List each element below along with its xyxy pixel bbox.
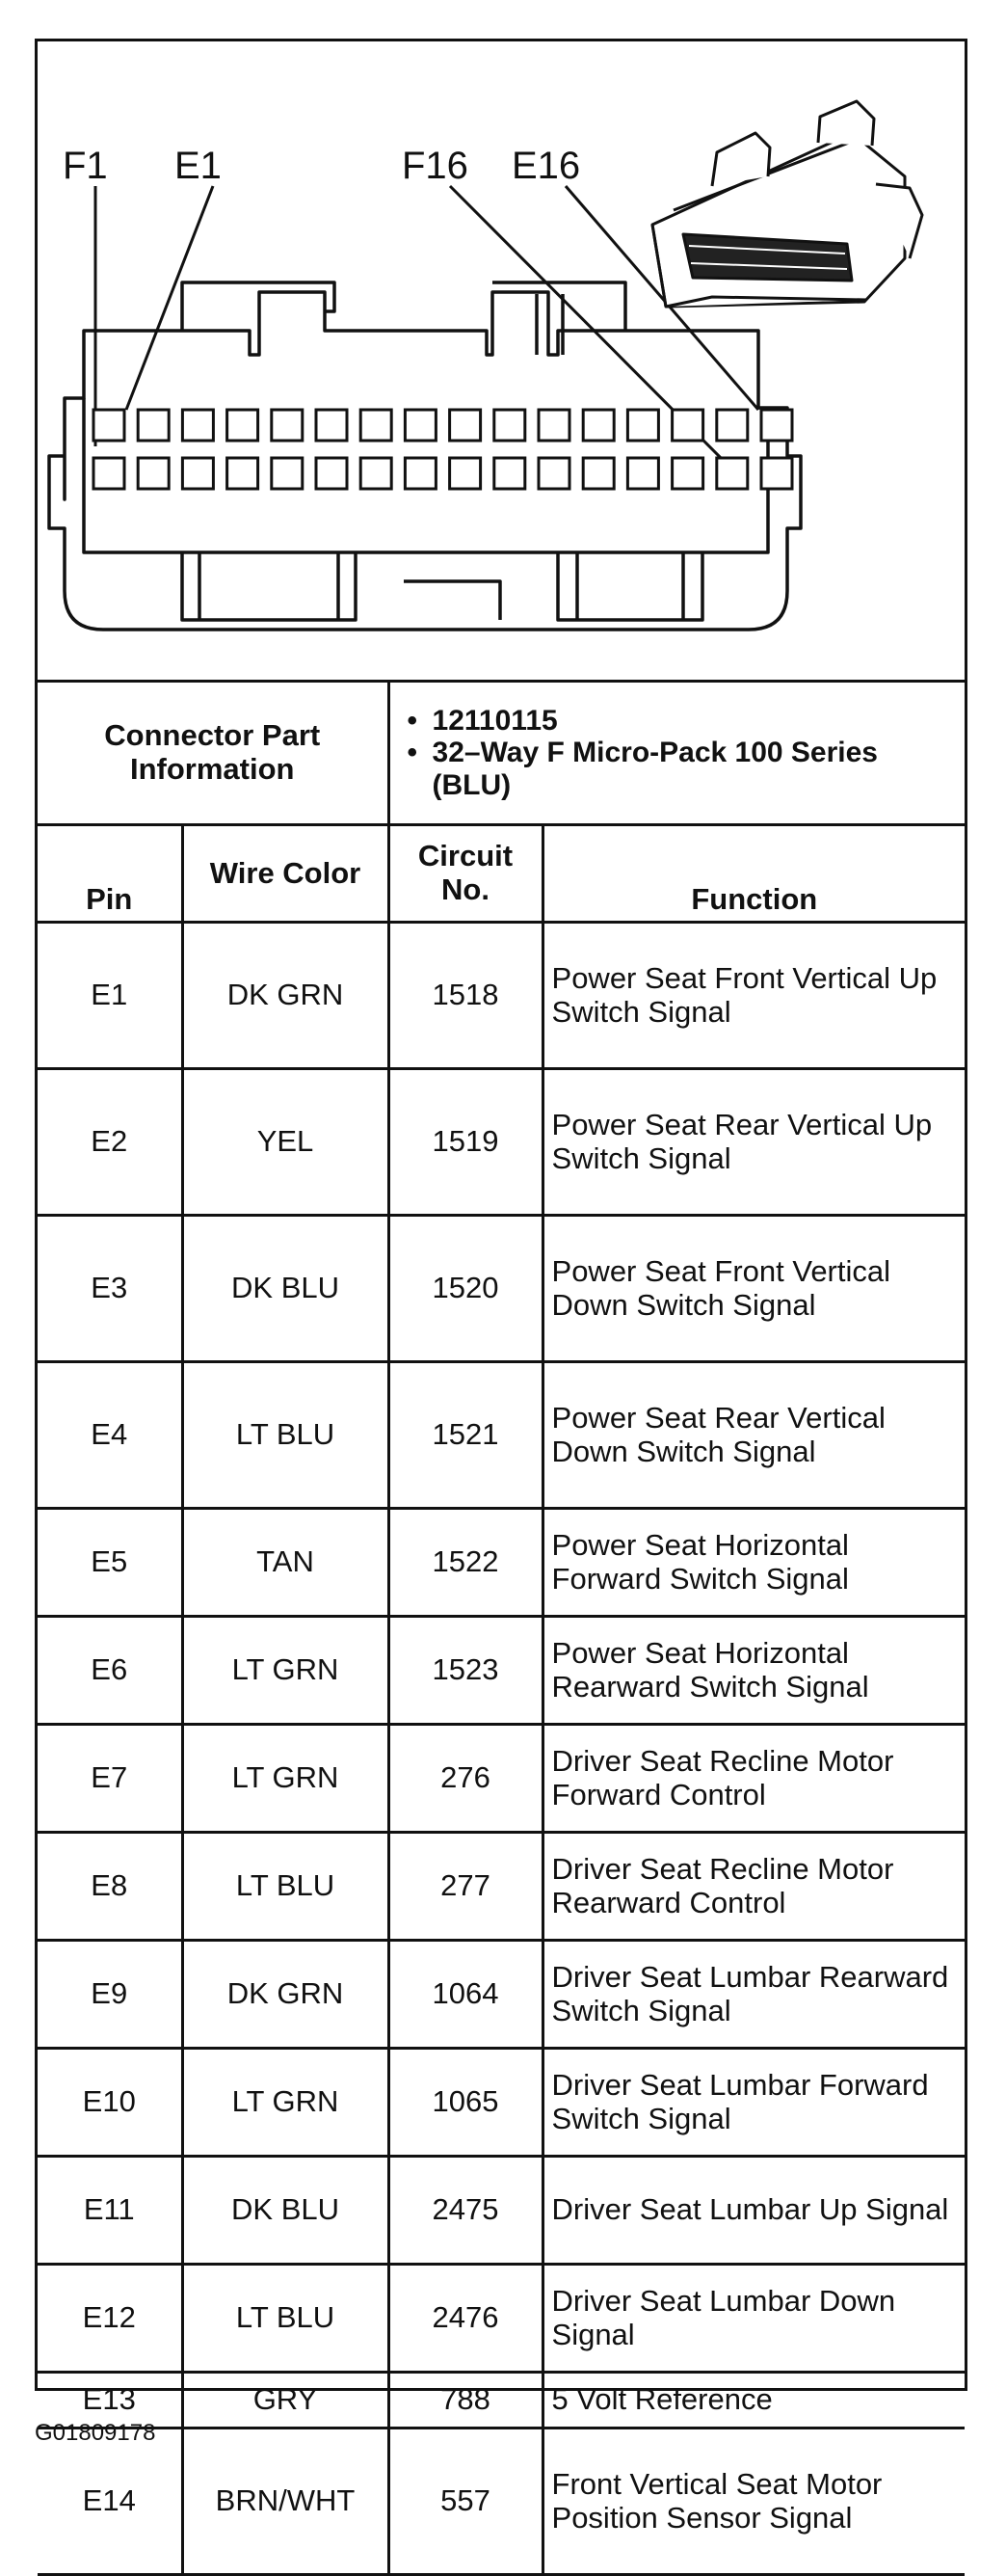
table-row (38, 2373, 965, 2428)
circuit-cell: 557 (388, 2428, 543, 2575)
header-circuit-no: Circuit No. (388, 825, 543, 923)
cavity-f (93, 458, 124, 489)
wire-color-cell: DK GRN (182, 923, 388, 1069)
header-function: Function (543, 825, 965, 923)
cavity-f (539, 458, 569, 489)
circuit-cell: 1065 (388, 2049, 543, 2157)
pin-cell: E2 (38, 1069, 182, 1216)
cavity-f (405, 458, 436, 489)
circuit-cell: 1519 (388, 1069, 543, 1216)
function-cell: Driver Seat Lumbar Forward Switch Signal (543, 2049, 965, 2157)
circuit-cell: 1523 (388, 1617, 543, 1725)
table-row (38, 1069, 965, 1216)
header-wire-color: Wire Color (182, 825, 388, 923)
table-row (38, 2265, 965, 2373)
table-row (38, 1509, 965, 1617)
circuit-cell: 1518 (388, 923, 543, 1069)
pin-cell: E8 (38, 1833, 182, 1941)
function-cell: Power Seat Front Vertical Up Switch Signal (543, 923, 965, 1069)
wire-color-cell: LT BLU (182, 2265, 388, 2373)
leader-e1 (126, 186, 213, 410)
wire-color-cell: DK GRN (182, 1941, 388, 2049)
function-cell: Driver Seat Lumbar Down Signal (543, 2265, 965, 2373)
function-cell: Driver Seat Lumbar Rearward Switch Signal (543, 1941, 965, 2049)
cavity-f (450, 458, 481, 489)
wire-color-cell: DK BLU (182, 1216, 388, 1362)
table-row (38, 1362, 965, 1509)
label-e1: E1 (174, 145, 222, 187)
function-cell: Power Seat Horizontal Forward Switch Signal (543, 1509, 965, 1617)
cavity-f (673, 458, 703, 489)
cavity-e (717, 410, 748, 441)
cavity-e (272, 410, 303, 441)
part-number: • 12110115 (398, 705, 958, 738)
wire-color-cell: GRY (182, 2373, 388, 2428)
pin-cell: E6 (38, 1617, 182, 1725)
pin-cell: E4 (38, 1362, 182, 1509)
table-row (38, 923, 965, 1069)
table-row (38, 2049, 965, 2157)
pin-cell: E7 (38, 1725, 182, 1833)
circuit-cell: 1521 (388, 1362, 543, 1509)
table-row (38, 1833, 965, 1941)
table-row (38, 1617, 965, 1725)
circuit-cell: 277 (388, 1833, 543, 1941)
cavity-f (717, 458, 748, 489)
cavity-e (93, 410, 124, 441)
circuit-cell: 1520 (388, 1216, 543, 1362)
table-row (38, 1725, 965, 1833)
connector-drawing (38, 41, 965, 680)
function-cell: Front Vertical Seat Motor Position Sensor Signal (543, 2428, 965, 2575)
cavity-e (627, 410, 658, 441)
wire-color-cell: YEL (182, 1069, 388, 1216)
cavity-f (494, 458, 525, 489)
pin-cell: E10 (38, 2049, 182, 2157)
connector-info-title: Connector Part Information (38, 683, 388, 825)
cavity-f (761, 458, 792, 489)
pinout-table (38, 683, 965, 2576)
wire-color-cell: LT GRN (182, 2049, 388, 2157)
cavity-f (627, 458, 658, 489)
cavity-e (182, 410, 213, 441)
cavity-e (539, 410, 569, 441)
cavity-f (272, 458, 303, 489)
circuit-cell: 2476 (388, 2265, 543, 2373)
function-cell: 5 Volt Reference (543, 2373, 965, 2428)
cavity-rows (93, 410, 792, 489)
connector-description: • 32–Way F Micro-Pack 100 Series (BLU) (398, 737, 958, 801)
connector-diagram (38, 41, 965, 683)
pin-cell: E12 (38, 2265, 182, 2373)
cavity-e (227, 410, 258, 441)
function-cell: Power Seat Rear Vertical Down Switch Signal (543, 1362, 965, 1509)
circuit-cell: 1522 (388, 1509, 543, 1617)
function-cell: Power Seat Rear Vertical Up Switch Signal (543, 1069, 965, 1216)
cavity-e (405, 410, 436, 441)
cavity-e (761, 410, 792, 441)
connector-3d-icon (652, 101, 922, 307)
figure-id: G01809178 (35, 2420, 156, 2446)
label-e16: E16 (512, 145, 581, 187)
wire-color-cell: DK BLU (182, 2157, 388, 2265)
cavity-e (360, 410, 391, 441)
pin-cell: E14 (38, 2428, 182, 2575)
circuit-cell: 788 (388, 2373, 543, 2428)
header-row (38, 825, 965, 923)
function-cell: Driver Seat Lumbar Up Signal (543, 2157, 965, 2265)
cavity-f (182, 458, 213, 489)
label-f16: F16 (402, 145, 468, 187)
table-row (38, 1216, 965, 1362)
wire-color-cell: LT BLU (182, 1362, 388, 1509)
header-pin: Pin (38, 825, 182, 923)
wire-color-cell: LT BLU (182, 1833, 388, 1941)
cavity-f (360, 458, 391, 489)
circuit-cell: 2475 (388, 2157, 543, 2265)
connector-info-list (388, 683, 965, 825)
function-cell: Power Seat Horizontal Rearward Switch Signal (543, 1617, 965, 1725)
label-f1: F1 (63, 145, 108, 187)
cavity-f (138, 458, 169, 489)
function-cell: Driver Seat Recline Motor Rearward Control (543, 1833, 965, 1941)
cavity-f (316, 458, 347, 489)
wire-color-cell: LT GRN (182, 1617, 388, 1725)
connector-body (49, 282, 801, 630)
cavity-e (450, 410, 481, 441)
wire-color-cell: LT GRN (182, 1725, 388, 1833)
pin-cell: E5 (38, 1509, 182, 1617)
cavity-f (227, 458, 258, 489)
pin-cell: E3 (38, 1216, 182, 1362)
function-cell: Driver Seat Recline Motor Forward Control (543, 1725, 965, 1833)
pin-cell: E9 (38, 1941, 182, 2049)
pin-cell: E11 (38, 2157, 182, 2265)
cavity-f (583, 458, 614, 489)
table-row (38, 2428, 965, 2575)
wire-color-cell: BRN/WHT (182, 2428, 388, 2575)
circuit-cell: 276 (388, 1725, 543, 1833)
cavity-e (494, 410, 525, 441)
cavity-e (316, 410, 347, 441)
cavity-e (673, 410, 703, 441)
circuit-cell: 1064 (388, 1941, 543, 2049)
wire-color-cell: TAN (182, 1509, 388, 1617)
pin-cell: E1 (38, 923, 182, 1069)
function-cell: Power Seat Front Vertical Down Switch Signal (543, 1216, 965, 1362)
connector-info-row (38, 683, 965, 825)
cavity-e (138, 410, 169, 441)
pinout-rows (38, 923, 965, 2575)
cavity-e (583, 410, 614, 441)
table-row (38, 2157, 965, 2265)
table-row (38, 1941, 965, 2049)
pin-cell: E13 (38, 2373, 182, 2428)
